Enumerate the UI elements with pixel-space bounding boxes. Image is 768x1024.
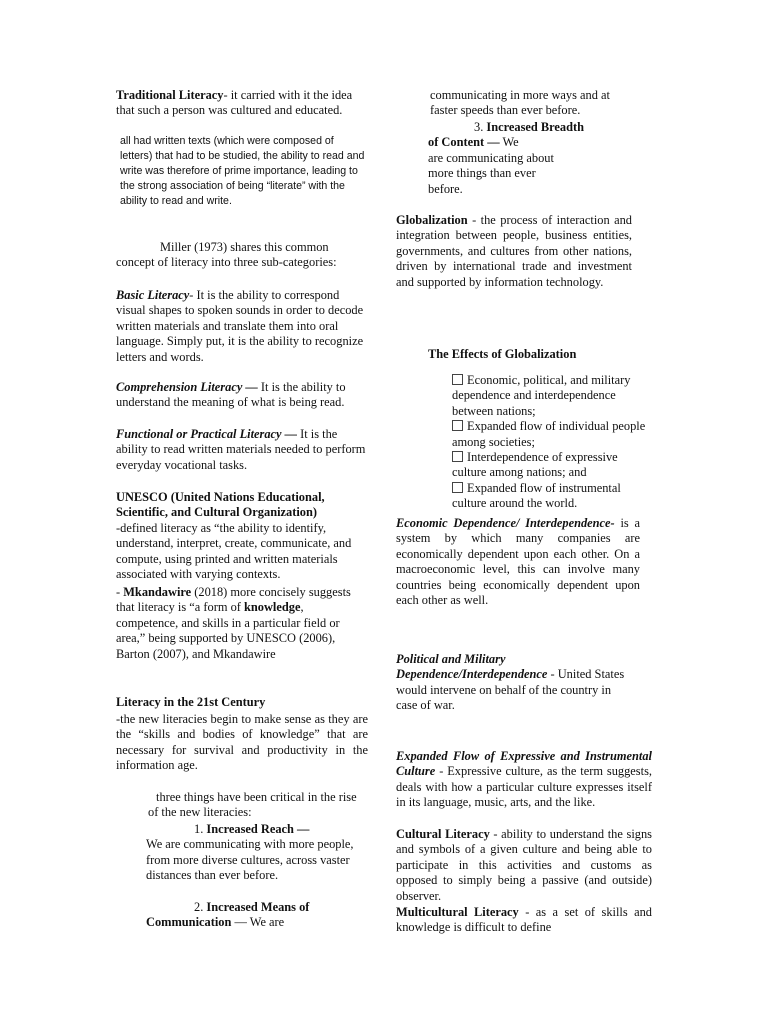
expanded-flow-term: Expanded Flow of Expressive and Instrumental Culture [396, 749, 652, 779]
functional-literacy-paragraph [116, 427, 368, 473]
checkbox-bullet-icon [452, 420, 463, 431]
cultural-literacy-paragraph [396, 827, 652, 904]
three-things-text: three things have been critical in the rise of the new literacies: [148, 790, 357, 820]
functional-literacy-text: It is the ability to read written materials needed to perform everyday vocational tasks. [116, 427, 366, 472]
economic-text: is a system by which many companies are economically dependent upon each other. On a macroeconomic level, this can involve many countries being economically dependent upon each other as well. [396, 516, 640, 608]
effects-list [452, 373, 646, 512]
cultural-literacy-text: - ability to understand the signs and symbols of a given culture and being able to participate in this activities and customs as opposed to simply being a passive (and outside) observer. [396, 827, 652, 903]
item-1 [116, 822, 368, 884]
item-3-number: 3. [474, 120, 487, 134]
century-text: -the new literacies begin to make sense as they are the “skills and bodies of knowledge” that are necessary for survival and productivity in the information age. [116, 712, 368, 773]
mkandawire-knowledge: knowledge [243, 600, 301, 615]
comprehension-literacy-text: It is the ability to understand the meaning of what is being read. [116, 380, 346, 410]
multicultural-literacy-paragraph [396, 905, 652, 936]
mkandawire-text-1: (2018) more concisely suggests that literacy is “a form of [116, 585, 351, 615]
written-texts-paragraph: all had written texts (which were composed of letters) that had to be studied, the ability to read and write was therefore of prime importance, leading to the strong association of being “literate” with the ability to read and write. [120, 135, 365, 207]
item-2-number: 2. [194, 900, 207, 914]
functional-literacy-term: Functional or Practical Literacy — [116, 427, 298, 441]
mkandawire-name: Mkandawire [123, 585, 192, 599]
item-1-text: We are communicating with more people, from more diverse cultures, across vaster distances than ever before. [146, 837, 354, 883]
item-3-text: are communicating about more things than ever before. [428, 150, 554, 196]
political-text: - United States would intervene on behalf of the country in case of war. [396, 667, 625, 713]
effects-item-text: Interdependence of expressive culture among nations; and [452, 450, 618, 480]
item-1-heading: Increased Reach — [206, 822, 310, 836]
comprehension-literacy-paragraph [116, 380, 368, 411]
checkbox-bullet-icon [452, 374, 463, 385]
three-things-paragraph [116, 790, 368, 821]
effects-item-text: Economic, political, and military dependence and interdependence between nations; [452, 373, 631, 418]
economic-term: Economic Dependence/ Interdependence- [396, 516, 615, 530]
traditional-literacy-paragraph [116, 88, 368, 119]
traditional-literacy-term: Traditional Literacy [116, 88, 224, 102]
unesco-definition: -defined literacy as “the ability to identify, understand, interpret, create, communicate, and compute, using printed and written materials associated with varying contexts. [116, 521, 352, 582]
economic-paragraph [396, 516, 640, 608]
unesco-heading: UNESCO (United Nations Educational, Scientific, and Cultural Organization) [116, 490, 325, 520]
globalization-text: - the process of interaction and integration between people, business entities, governments, and cultures from other nations, driven by international trade and investment and supported by information technology. [396, 213, 632, 289]
miller-paragraph [116, 240, 368, 271]
mkandawire-dash: - [116, 585, 124, 599]
basic-literacy-text: - It is the ability to correspond visual shapes to spoken sounds in order to decode written materials and translate them into oral language. Simply put, it is the ability to recognize letters and words. [116, 288, 364, 364]
century-heading: Literacy in the 21st Century [116, 695, 266, 709]
cultural-literacy-term: Cultural Literacy [396, 827, 490, 841]
checkbox-bullet-icon [452, 482, 463, 493]
item-1-number: 1. [194, 822, 207, 836]
traditional-literacy-text: - it carried with it the idea that such a person was cultured and educated. [116, 88, 353, 118]
multicultural-literacy-term: Multicultural Literacy [396, 905, 519, 919]
continued-text: communicating in more ways and at faster speeds than ever before. [430, 88, 610, 118]
effects-item-text: Expanded flow of individual people among societies; [452, 419, 646, 449]
item-2-text: — We are [231, 915, 285, 930]
effects-list-item [452, 419, 646, 450]
basic-literacy-term: Basic Literacy [116, 288, 190, 302]
mkandawire-paragraph [116, 585, 368, 662]
effects-item-text: Expanded flow of instrumental culture around the world. [452, 480, 621, 511]
globalization-paragraph [396, 213, 632, 290]
basic-literacy-paragraph [116, 288, 368, 365]
expanded-flow-paragraph [396, 749, 652, 811]
effects-list-item [452, 450, 646, 481]
miller-text: Miller (1973) shares this common concept of literacy into three sub-categories: [116, 240, 337, 270]
mkandawire-text-2: , competence, and skills in a particular field or area,” being supported by UNESCO (2006), Barton (2007), and Mkandawire [116, 600, 340, 661]
checkbox-bullet-icon [452, 451, 463, 462]
item-2-heading: Increased Means of Communication [146, 900, 310, 930]
item-3-we: We [499, 135, 519, 150]
political-paragraph [396, 652, 628, 714]
multicultural-literacy-text: - as a set of skills and knowledge is difficult to define [396, 905, 652, 935]
item-3-heading: Increased Breadth of Content — [428, 120, 585, 150]
effects-list-item [452, 373, 646, 419]
item-3 [428, 120, 588, 197]
effects-heading: The Effects of Globalization [428, 347, 577, 361]
expanded-flow-text: - Expressive culture, as the term suggests, deals with how a particular culture expresses itself in its language, music, arts, and the like. [396, 764, 652, 810]
item-2 [116, 900, 368, 931]
effects-list-item [452, 481, 646, 512]
comprehension-literacy-term: Comprehension Literacy — [116, 380, 258, 394]
political-term: Political and Military Dependence/Interdependence [396, 652, 548, 682]
globalization-term: Globalization [396, 213, 468, 227]
